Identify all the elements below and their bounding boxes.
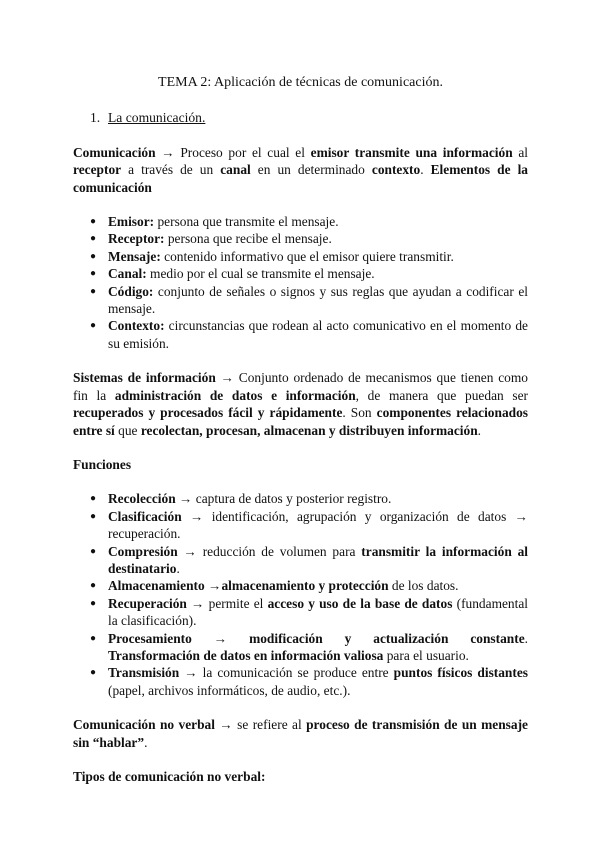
bullet-icon: ● bbox=[90, 667, 97, 679]
bullet-icon: ● bbox=[90, 493, 97, 505]
bullet-icon: ● bbox=[90, 632, 97, 644]
text-run: (fundamental la clasificación). bbox=[108, 595, 529, 629]
list-item bbox=[73, 248, 528, 265]
list-item bbox=[73, 265, 528, 282]
elementos-heading: Elementos de la comunicación bbox=[73, 162, 528, 195]
text-run: → se refiere al bbox=[214, 717, 307, 733]
bullet-icon: ● bbox=[90, 216, 97, 228]
text-run: (papel, archivos informáticos, de audio, etc.). bbox=[108, 682, 351, 698]
bullet-icon: ● bbox=[90, 233, 97, 245]
bullet-icon: ● bbox=[90, 268, 97, 280]
text-run: → Conjunto ordenado de mecanismos que tienen como fin la bbox=[73, 370, 528, 403]
sistemas-term: Sistemas de información bbox=[73, 370, 216, 386]
text-run: de los datos. bbox=[388, 578, 459, 594]
list-desc: → captura de datos y posterior registro. bbox=[175, 491, 392, 507]
list-item bbox=[73, 664, 528, 699]
bullet-icon: ● bbox=[90, 580, 97, 592]
list-item bbox=[73, 577, 528, 594]
list-item bbox=[73, 490, 528, 507]
list-term: Recuperación bbox=[108, 595, 187, 611]
funciones-list bbox=[73, 490, 528, 699]
text-run: que bbox=[114, 422, 141, 438]
bold-run: recolectan, procesan, almacenan y distribuyen información bbox=[140, 422, 478, 438]
list-term: Canal: bbox=[108, 266, 147, 282]
text-run: Proceso por el cual el bbox=[180, 144, 311, 160]
no-verbal-term: Comunicación no verbal bbox=[73, 717, 215, 733]
bold-run: transmitir la información al destinatario bbox=[108, 543, 529, 576]
comunicacion-paragraph bbox=[73, 144, 528, 196]
text-run: . bbox=[477, 422, 482, 438]
list-desc: → reducción de volumen para bbox=[177, 543, 362, 559]
comunicacion-term: Comunicación bbox=[73, 144, 156, 160]
bold-run: emisor transmite una información bbox=[310, 144, 513, 160]
bold-run: recuperados y procesados fácil y rápidamente bbox=[73, 405, 343, 421]
text-run: . bbox=[420, 162, 431, 178]
list-desc: medio por el cual se transmite el mensaje. bbox=[146, 266, 375, 282]
text-run: . bbox=[176, 560, 180, 576]
bullet-icon: ● bbox=[90, 597, 97, 609]
list-item bbox=[73, 630, 528, 665]
list-desc: → identificación, agrupación y organización de datos → recuperación. bbox=[108, 508, 528, 542]
tipos-heading bbox=[73, 768, 528, 785]
bold-run: puntos físicos distantes bbox=[393, 665, 528, 681]
list-term: Transmisión bbox=[108, 665, 180, 681]
list-item bbox=[73, 283, 528, 318]
arrow-glyph: → bbox=[204, 578, 222, 594]
list-desc: → la comunicación se produce entre bbox=[179, 665, 394, 681]
funciones-label: Funciones bbox=[73, 456, 132, 472]
bullet-icon: ● bbox=[90, 250, 97, 262]
list-item bbox=[73, 508, 528, 543]
text-run: a través de un bbox=[121, 162, 221, 178]
text-run: . bbox=[144, 734, 148, 750]
text-run: . bbox=[524, 630, 528, 646]
list-item bbox=[73, 317, 528, 352]
tipos-label: Tipos de comunicación no verbal: bbox=[73, 769, 266, 784]
bold-run: acceso y uso de la base de datos bbox=[267, 595, 453, 611]
list-item bbox=[73, 595, 528, 630]
bold-run: almacenamiento y protección bbox=[221, 578, 389, 594]
list-desc: circunstancias que rodean al acto comunicativo en el momento de su emisión. bbox=[108, 318, 528, 351]
section-heading bbox=[90, 109, 528, 126]
list-item bbox=[73, 213, 528, 230]
funciones-heading bbox=[73, 456, 528, 473]
list-term: Procesamiento bbox=[108, 630, 192, 646]
text-run: . Son bbox=[342, 405, 377, 421]
text-run: en un determinado bbox=[250, 162, 372, 178]
bold-run: contexto bbox=[371, 162, 421, 178]
list-item bbox=[73, 543, 528, 578]
bullet-icon: ● bbox=[90, 320, 97, 332]
list-item bbox=[73, 230, 528, 247]
list-term: Contexto: bbox=[108, 318, 165, 334]
text-run: al bbox=[512, 144, 529, 160]
bold-run: Transformación de datos en información valiosa bbox=[108, 647, 384, 663]
bullet-icon: ● bbox=[90, 545, 97, 557]
section-label: La comunicación. bbox=[108, 110, 206, 126]
sistemas-paragraph bbox=[73, 369, 528, 439]
list-desc: persona que transmite el mensaje. bbox=[154, 214, 339, 230]
no-verbal-paragraph bbox=[73, 716, 528, 751]
list-desc: → permite el bbox=[186, 595, 268, 611]
list-term: Compresión bbox=[108, 543, 178, 559]
list-term: Receptor: bbox=[108, 231, 165, 247]
list-desc: contenido informativo que el emisor quiere transmitir. bbox=[160, 248, 454, 264]
list-term: Código: bbox=[108, 283, 154, 299]
bold-run: canal bbox=[220, 162, 251, 178]
bold-run: receptor bbox=[73, 162, 122, 178]
bold-run: proceso de transmisión de un mensaje sin “hablar” bbox=[73, 717, 528, 750]
list-term: Mensaje: bbox=[108, 248, 161, 264]
list-term: Recolección bbox=[108, 491, 176, 507]
elements-list bbox=[73, 213, 528, 352]
list-term: Emisor: bbox=[108, 214, 155, 230]
bold-run: administración de datos e información bbox=[114, 387, 356, 403]
section-number: 1. bbox=[90, 110, 101, 126]
arrow-glyph: → bbox=[191, 630, 250, 646]
bold-run: modificación y actualización constante bbox=[249, 630, 525, 646]
text-run: para el usuario. bbox=[383, 647, 469, 663]
list-desc: conjunto de señales o signos y sus reglas que ayudan a codificar el mensaje. bbox=[108, 283, 528, 317]
bullet-icon: ● bbox=[90, 510, 97, 522]
list-desc: persona que recibe el mensaje. bbox=[164, 231, 332, 247]
list-term: Almacenamiento bbox=[108, 578, 205, 594]
document-title: TEMA 2: Aplicación de técnicas de comunicación. bbox=[158, 75, 443, 90]
text-run: , de manera que puedan ser bbox=[355, 387, 528, 403]
bullet-icon: ● bbox=[90, 285, 97, 297]
list-term: Clasificación bbox=[108, 508, 182, 524]
arrow-glyph: → bbox=[155, 144, 181, 160]
bold-run: componentes relacionados entre sí bbox=[73, 405, 528, 438]
